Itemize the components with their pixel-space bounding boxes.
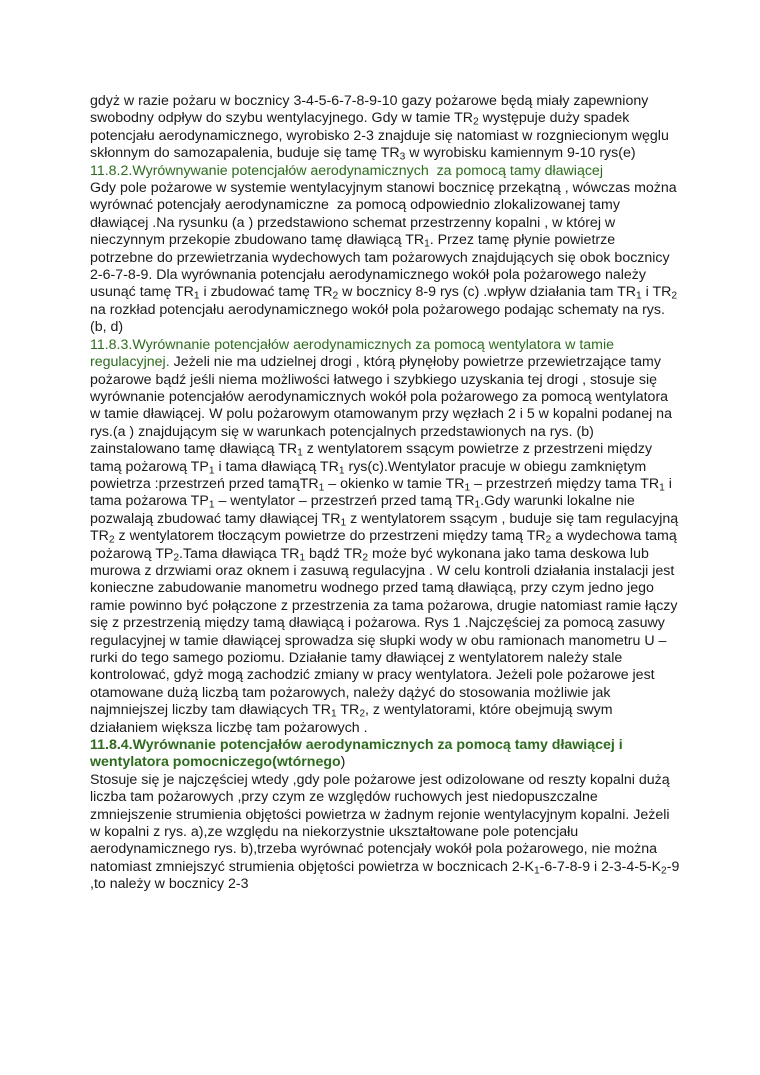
document-body [90, 93, 680, 894]
paragraph-intro: gdyż w razie pożaru w bocznicy 3-4-5-6-7-8-9-10 gazy pożarowe będą miały zapewniony swobodny odpływ do szybu wentylacyjnego. Gdy w tamie $TR_2$ występuje duży spadek potencjału aerodynamicznego, wyrobisko 2-3 znajduje się natomiast w rozgniecionym węglu skłonnym do samozapalenia, buduje się tamę $TR_3$ w wyrobisku kamiennym 9-10 rys(e) [90, 93, 669, 163]
section-11-8-2: 11.8.2.Wyrównywanie potencjałów aerodynamicznych za pomocą tamy dławiącej Gdy pole pożarowe w systemie wentylacyjnym stanowi bocznicę przekątną , wówczas można wyrównać potencjały aerodynamiczne za pomocą odpowiednio zlokalizowanej tamy dławiącej .Na rysunku (a ) przedstawiono schemat przestrzenny kopalni , w której w nieczynnym przekopie zbudowano tamę dławiącą $TR_1$. Przez tamę płynie powietrze potrzebne do przewietrzania wydechowych tam pożarowych znajdujących się obok bocznicy 2-6-7-8-9. Dla wyrównania potencjału aerodynamicznego wokół pola pożarowego należy usunąć tamę $TR_1$ i zbudować tamę $TR_2$ w bocznicy 8-9 rys (c) .wpływ działania tam $TR_1$ i $TR_2$ na rozkład potencjału aerodynamicznego wokół pola pożarowego podając schematy na rys. (b, d) [90, 162, 678, 336]
section-11-8-4: 11.8.4.Wyrównanie potencjałów aerodynamicznych za pomocą tamy dławiącej i wentylatora pomocniczego(wtórnego) Stosuje się je najczęściej wtedy ,gdy pole pożarowe jest odizolowane od reszty kopalni dużą liczba tam pożarowych ,przy czym ze względów ruchowych jest niedopuszczalne zmniejszenie strumienia objętości powietrza w żadnym rejonie wentylacyjnym kopalni. Jeżeli w kopalni z rys. a),ze względu na niekorzystnie ukształtowane pole potencjału aerodynamicznego rys. b),trzeba wyrównać potencjały wokół pola pożarowego, nie można natomiast zmniejszyć strumienia objętości powietrza w bocznicach $2-K_1-6-7-8-9$ i $2-3-4-5-K_2-9$ ,to należy w bocznicy 2-3 [90, 737, 680, 893]
section-11-8-3: 11.8.3.Wyrównanie potencjałów aerodynamicznych za pomocą wentylatora w tamie regulacyjnej. Jeżeli nie ma udzielnej drogi , którą płynęłoby powietrze przewietrzające tamy pożarowe bądź jeśli niema możliwości łatwego i szybkiego uzyskania tej drogi , stosuje się wyrównanie potencjałów aerodynamicznych wokół pola pożarowego za pomocą wentylatora w tamie dławiącej. W polu pożarowym otamowanym przy węzłach 2 i 5 w kopalni podanej na rys.(a ) znajdującym się w warunkach potencjalnych przedstawionych na rys. (b) zainstalowano tamę dławiącą $TR_1$ z wentylatorem ssącym powietrze z przestrzeni między tamą pożarową $TP_1$ i tama dławiącą $TR_1$ rys(c).Wentylator pracuje w obiegu zamkniętym powietrza :przestrzeń przed tamąTR$_1$ – okienko w tamie $TR_1$ – przestrzeń między tama $TR_1$ i tama pożarowa $TP_1$ – wentylator – przestrzeń przed tamą $TR_1.Gdy$ warunki lokalne nie pozwalają zbudować tamy dławiącej $TR_1$ z wentylatorem ssącym , buduje się tam regulacyjną $TR_2$ z wentylatorem tłoczącym powietrze do przestrzeni między tamą $TR_2$ a wydechowa tamą pożarową $TP_2.Tama$ dławiąca $TR_1$ bądź $TR_2$ może być wykonana jako tama deskowa lub murowa z drzwiami oraz oknem i zasuwą regulacyjna . W celu kontroli działania instalacji jest konieczne zabudowanie manometru wodnego przed tamą dławiącą, przy czym jedno jego ramie powinno być połączone z przestrzenia za tama pożarowa, drugie natomiast ramie łączy się z przestrzenią między tamą dławiącą i pożarowa. Rys 1 .Najczęściej za pomocą zasuwy regulacyjnej w tamie dławiącej sprowadza się słupki wody w obu ramionach manometru U – rurki do tego samego poziomu. Działanie tamy dławiącej z wentylatorem należy stale kontrolować, gdyż mogą zachodzić zmiany w pracy wentylatora. Jeżeli pole pożarowe jest otamowane dużą liczbą tam pożarowych, należy dążyć do stosowania możliwie jak najmniejszej liczby tam dławiących $TR_1$ $TR_2$, z wentylatorami, które obejmują swym działaniem większa liczbę tam pożarowych . [90, 336, 679, 736]
